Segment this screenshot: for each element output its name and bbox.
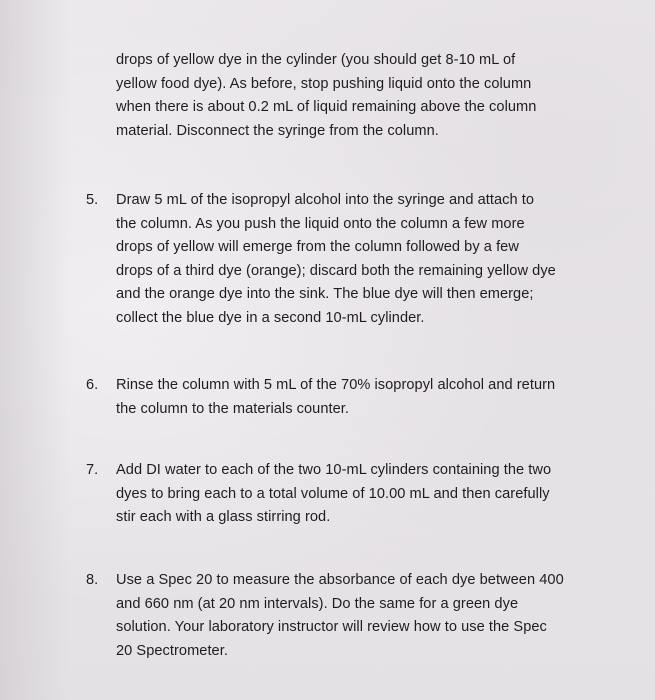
step-6-paragraph xyxy=(116,374,616,421)
text-line: collect the blue dye in a second 10-mL cylinder. xyxy=(116,309,425,326)
page-shadow xyxy=(0,0,70,700)
text-line: when there is about 0.2 mL of liquid remaining above the column xyxy=(116,99,537,116)
text-line: Draw 5 mL of the isopropyl alcohol into the syringe and attach to xyxy=(116,192,535,208)
text-line: and 660 nm (at 20 nm intervals). Do the same for a green dye xyxy=(116,595,519,612)
step-8-paragraph xyxy=(116,569,616,663)
text-line: Use a Spec 20 to measure the absorbance of each dye between 400 xyxy=(116,572,564,588)
text-line: and the orange dye into the sink. The blue dye will then emerge; xyxy=(116,286,534,303)
step-number: 6. xyxy=(86,377,99,393)
text-line: Rinse the column with 5 mL of the 70% isopropyl alcohol and return xyxy=(116,377,556,393)
text-line: 20 Spectrometer. xyxy=(116,642,228,659)
text-line: Add DI water to each of the two 10-mL cylinders containing the two xyxy=(116,462,552,478)
text-line: drops of yellow will emerge from the column followed by a few xyxy=(116,239,519,256)
text-line: stir each with a glass stirring rod. xyxy=(116,509,331,526)
text-line: dyes to bring each to a total volume of 10.00 mL and then carefully xyxy=(116,485,550,502)
intro-paragraph xyxy=(116,49,616,143)
text-line: yellow food dye). As before, stop pushing liquid onto the column xyxy=(116,75,532,92)
text-line: solution. Your laboratory instructor will review how to use the Spec xyxy=(116,619,547,636)
text-line: drops of yellow dye in the cylinder (you should get 8-10 mL of xyxy=(116,52,516,68)
step-7-paragraph xyxy=(116,459,616,530)
step-number: 7. xyxy=(86,462,99,478)
text-line: drops of a third dye (orange); discard both the remaining yellow dye xyxy=(116,262,556,279)
text-line: material. Disconnect the syringe from the column. xyxy=(116,122,439,139)
text-line: the column. As you push the liquid onto the column a few more xyxy=(116,215,525,232)
step-number: 5. xyxy=(86,192,99,208)
step-number: 8. xyxy=(86,572,99,588)
text-line: the column to the materials counter. xyxy=(116,400,349,417)
step-5-paragraph xyxy=(116,189,616,331)
